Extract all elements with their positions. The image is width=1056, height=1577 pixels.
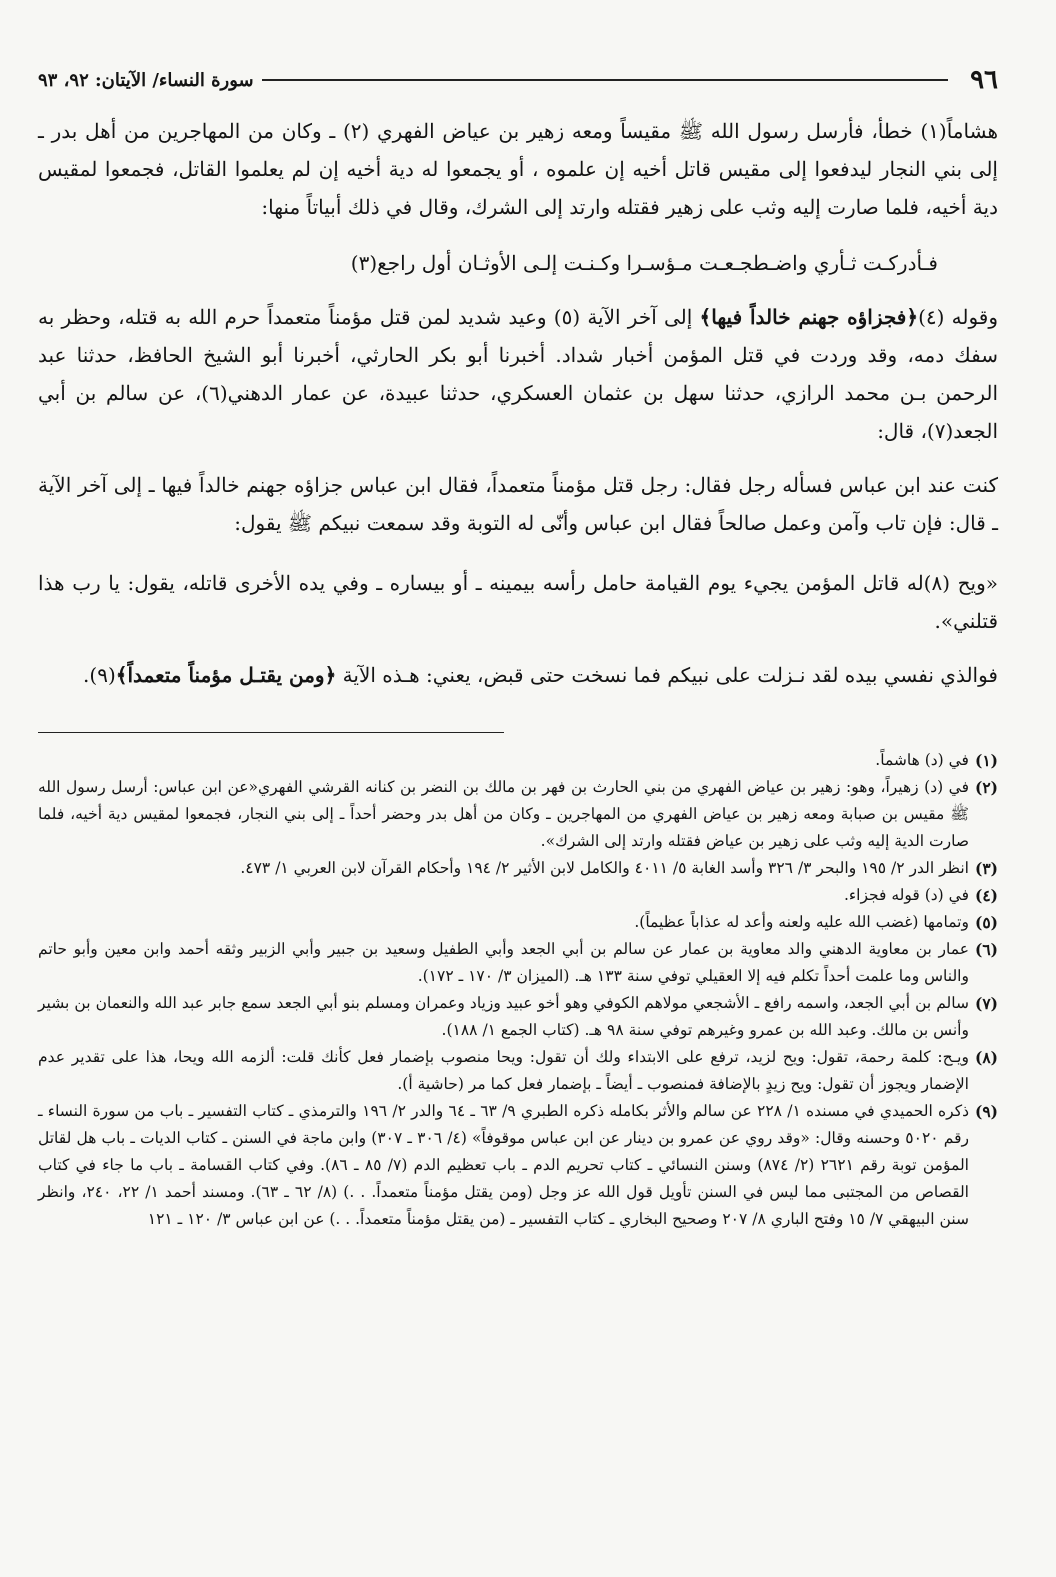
footnote xyxy=(38,990,998,1044)
quran-quote: ﴿ومن يقتـل مؤمناً متعمداً﴾ xyxy=(115,663,337,687)
footnote-number: (٧) xyxy=(974,994,998,1013)
footnote xyxy=(38,1044,998,1098)
quran-quote: ﴿فجزاؤه جهنم خالداً فيها﴾ xyxy=(699,305,919,329)
main-text xyxy=(38,112,998,694)
footnote-ref: (٩). xyxy=(83,663,116,687)
paragraph-text: فوالذي نفسي بيده لقد نـزلت على نبيكم فما نسخت حتى قبض، يعني: هـذه الآية xyxy=(336,663,998,687)
book-page xyxy=(38,60,998,1233)
footnote-number: (٩) xyxy=(974,1102,998,1121)
paragraph xyxy=(38,298,998,450)
paragraph xyxy=(38,656,998,694)
hadith-text: «ويح (٨)له قاتل المؤمن يجيء يوم القيامة حامل رأسه بيمينه ـ أو بيساره ـ وفي يده الأخرى قاتله، يقول: يا رب هذا قتلني». xyxy=(38,571,999,633)
footnote xyxy=(38,936,998,990)
page-header xyxy=(38,60,998,100)
paragraph-lead: وقوله (٤) xyxy=(918,305,999,329)
footnote xyxy=(38,747,998,774)
footnote-number: (٢) xyxy=(974,778,998,797)
footnote-text: سالم بن أبي الجعد، واسمه رافع ـ الأشجعي مولاهم الكوفي وهو أخو عبيد وزياد وعمران ومسلم بنو أبي الجعد سمع جابر عبد الله والنعمان بن بشير وأنس بن مالك. وعبد الله بن عمرو وغيرهم توفي سنة ٩٨ هـ. (كتاب الجمع ١/ ١٨٨). xyxy=(38,994,969,1039)
page-number: ٩٦ xyxy=(970,65,998,95)
footnote xyxy=(38,774,998,855)
header-rule xyxy=(262,79,948,81)
footnotes xyxy=(38,747,998,1233)
paragraph: كنت عند ابن عباس فسأله رجل فقال: رجل قتل مؤمناً متعمداً، فقال ابن عباس جزاؤه جهنم خالداً فيها ـ إلى آخر الآية ـ قال: فإن تاب وآمن وعمل صالحاً فقال ابن عباس وأنّى له التوبة وقد سمعت نبيكم ﷺ يقول: xyxy=(38,473,998,535)
footnote xyxy=(38,909,998,936)
footnote-text: وتمامها (غضب الله عليه ولعنه وأعد له عذاباً عظيماً). xyxy=(634,913,969,931)
footnote-text: انظر الدر ٢/ ١٩٥ والبحر ٣/ ٣٢٦ وأسد الغابة ٥/ ٤٠١١ والكامل لابن الأثير ٢/ ١٩٤ وأحكام القرآن لابن العربي ١/ ٤٧٣. xyxy=(240,859,969,877)
footnote-number: (٦) xyxy=(974,940,998,959)
footnote-divider xyxy=(38,732,504,733)
footnote-text: في (د) زهيراً، وهو: زهير بن عياض الفهري من بني الحارث بن فهر بن مالك بن النضر بن كنانه القرشي الفهري«عن ابن عباس: أرسل رسول الله ﷺ مقيس بن صبابة ومعه زهير بن عياض الفهري من المهاجرين ـ وكان من أهل بدر وحضر أحداً ـ إلى بني النجار، فجمعوا لمقيس دية أخيه، فلما صارت الدية إليه وثب على زهير بن عياض فقتله وارتد إلى الشرك». xyxy=(38,778,969,850)
footnote-number: (٥) xyxy=(974,913,998,932)
footnote-number: (١) xyxy=(974,751,998,770)
footnote-text: في (د) قوله فجزاء. xyxy=(843,886,969,904)
running-title: سورة النساء/ الآيتان: ٩٢، ٩٣ xyxy=(38,69,254,91)
footnote-text: في (د) هاشماً. xyxy=(875,751,969,769)
footnote-text: ذكره الحميدي في مسنده ١/ ٢٢٨ عن سالم والأثر بكامله ذكره الطبري ٩/ ٦٣ ـ ٦٤ والدر ٢/ ١٩٦ والترمذي ـ كتاب التفسير ـ باب من سورة النساء ـ رقم ٥٠٢٠ وحسنه وقال: «وقد روي عن عمرو بن دينار عن ابن عباس موقوفاً» (٤/ ٣٠٦ ـ ٣٠٧) وابن ماجة في السنن ـ كتاب الديات ـ باب هل لقاتل المؤمن توبة رقم ٢٦٢١ (٢/ ٨٧٤) وسنن النسائي ـ كتاب تحريم الدم ـ باب تعظيم الدم (٧/ ٨٥ ـ ٨٦). وفي كتاب القسامة ـ باب ما جاء في كتاب القصاص من المجتبى مما ليس في السنن تأويل قول الله عز وجل (ومن يقتل مؤمناً متعمداً. . .) (٨/ ٦٢ ـ ٦٣). ومسند أحمد ١/ ٢٢، ٢٤٠، وانظر سنن البيهقي ٧/ ١٥ وفتح الباري ٨/ ٢٠٧ وصحيح البخاري ـ كتاب التفسير ـ (من يقتل مؤمناً متعمداً. . .) عن ابن عباس ٣/ ١٢٠ ـ ١٢١ xyxy=(38,1102,970,1228)
footnote xyxy=(38,855,998,882)
paragraph: هشاماً(١) خطأ، فأرسل رسول الله ﷺ مقيساً ومعه زهير بن عياض الفهري (٢) ـ وكان من المهاجرين من أهل بدر ـ إلى بني النجار ليدفعوا إلى مقيس قاتل أخيه إن علموه ، أو يجمعوا له دية أخيه إن لم يعلموا القاتل، فجمعوا لمقيس دية أخيه، فلما صارت إليه وثب على زهير فقتله وارتد إلى الشرك، وقال في ذلك أبياتاً منها: xyxy=(38,119,998,219)
footnote-text: ويـح: كلمة رحمة، تقول: ويح لزيد، ترفع على الابتداء ولك أن تقول: ويحا منصوب بإضمار فعل كأنك قلت: ألزمه الله ويحا، هذا على تقدير عدم الإضمار ويجوز أن تقول: ويح زيدٍ بالإضافة فمنصوب ـ أيضاً ـ بإضمار فعل كما مر (حاشية أ). xyxy=(38,1048,969,1093)
footnote-text: عمار بن معاوية الدهني والد معاوية بن عمار عن سالم بن أبي الجعد وأبي الطفيل وسعيد بن جبير وأبي الزبير وثقه أحمد وابن معين وأبو حاتم والناس وما علمت أحداً تكلم فيه إلا العقيلي توفي سنة ١٣٣ هـ. (الميزان ٣/ ١٧٠ ـ ١٧٢). xyxy=(38,940,969,985)
footnote xyxy=(38,1098,998,1233)
footnote-number: (٨) xyxy=(974,1048,998,1067)
footnote xyxy=(38,882,998,909)
footnote-number: (٤) xyxy=(974,886,998,905)
poem-verse: فـأدركـت ثـأري واضـطجـعـت مـؤسـرا وكـنـت إلـى الأوثـان أول راجع(٣) xyxy=(350,251,938,275)
footnote-number: (٣) xyxy=(974,859,998,878)
paragraph-text: إلى آخر الآية (٥) وعيد شديد لمن قتل مؤمناً متعمداً حرم الله به قتله، وحظر به سفك دمه، وقد وردت في قتل المؤمن أخبار شداد. أخبرنا أبو بكر الحارثي، أخبرنا أبو الشيخ الحافظ، حدثنا عبد الرحمن بـن محمد الرازي، حدثنا سهل بن عثمان العسكري، حدثنا عبيدة، عن عمار الدهني(٦)، عن سالم بن أبي الجعد(٧)، قال: xyxy=(38,305,999,443)
